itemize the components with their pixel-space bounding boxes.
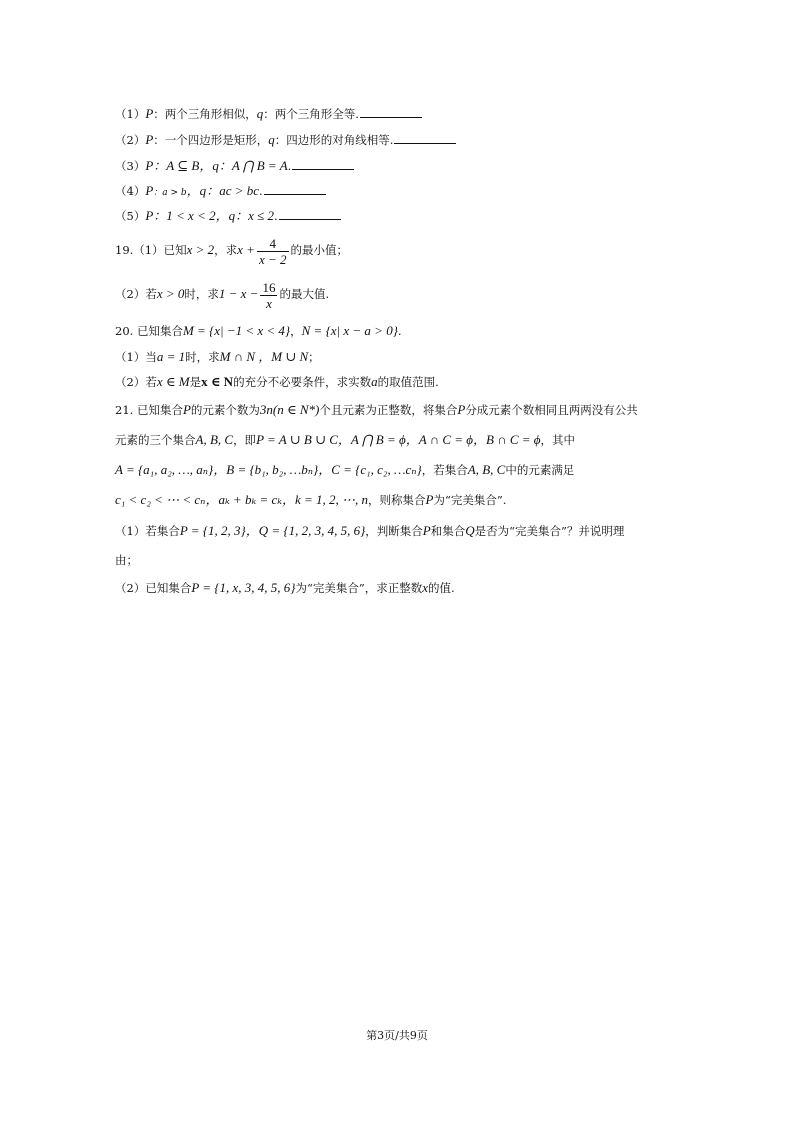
q18-item-4: （4）P：a > b，q：ac > bc. — [115, 183, 734, 201]
q20-part-2: （2）若x ∈ M是x ∈ N的充分不必要条件，求实数a的取值范围. — [115, 374, 439, 389]
q18-item-2: （2）P：一个四边形是矩形，q：四边形的对角线相等. — [115, 132, 734, 148]
answer-blank[interactable] — [279, 208, 341, 220]
q21-stem-line-1: 21. 已知集合P的元素个数为3n(n ∈ N*)个且元素为正整数，将集合P分成元素个数相同且两两没有公共 — [115, 402, 638, 417]
answer-blank[interactable] — [292, 158, 354, 170]
page-number-footer: 第3页/共9页 — [366, 1029, 428, 1042]
answer-blank[interactable] — [360, 106, 422, 118]
q21-stem-line-4: c₁ < c₂ < ⋯ < cₙ，aₖ + bₖ = cₖ，k = 1, 2, ⋯, n，则称集合P为“完美集合”. — [115, 492, 507, 507]
q21-stem-line-2: 元素的三个集合A, B, C，即P = A ∪ B ∪ C，A ⋂ B = ϕ，A ∩ C = ϕ，B ∩ C = ϕ，其中 — [115, 432, 576, 447]
q21-stem-line-3: A = {a₁, a₂, …, aₙ}，B = {b₁, b₂, …bₙ}，C = {c₁, c₂, …cₙ}，若集合A, B, C中的元素满足 — [115, 462, 575, 477]
q21-part-1: （1）若集合P = {1, 2, 3}，Q = {1, 2, 3, 4, 5, 6}，判断集合P和集合Q是否为“完美集合”？并说明理 — [115, 523, 625, 538]
fraction: $\frac{16}{x}$ — [262, 279, 276, 311]
q20-stem: 20. 已知集合M = {x| −1 < x < 4}，N = {x| x − a > 0}. — [115, 323, 402, 338]
q18-item-3: （3）P：A ⊆ B，q：A ⋂ B = A. — [115, 158, 734, 174]
q18-item-5: （5）P：1 < x < 2，q：x ≤ 2. — [115, 208, 734, 224]
q18-item-1: （1）P：两个三角形相似，q：两个三角形全等. — [115, 106, 734, 122]
answer-blank[interactable] — [394, 132, 456, 144]
answer-blank[interactable] — [264, 183, 326, 195]
q19-part-2: （2）若x > 0时，求1 − x − $\frac{16}{x}$ 的最大值. — [115, 279, 330, 311]
q20-part-1: （1）当a = 1时，求M ∩ N ，M ∪ N； — [115, 349, 320, 364]
q21-part-2: （2）已知集合P = {1, x, 3, 4, 5, 6}为“完美集合”，求正整数x的值. — [115, 580, 455, 595]
fraction: $\frac{4}{x - 2}$ — [258, 235, 287, 267]
q21-part-1-continued: 由； — [115, 553, 138, 567]
q19-part-1: 19.（1）已知x > 2，求x + $\frac{4}{x - 2}$ 的最小值； — [115, 235, 348, 267]
